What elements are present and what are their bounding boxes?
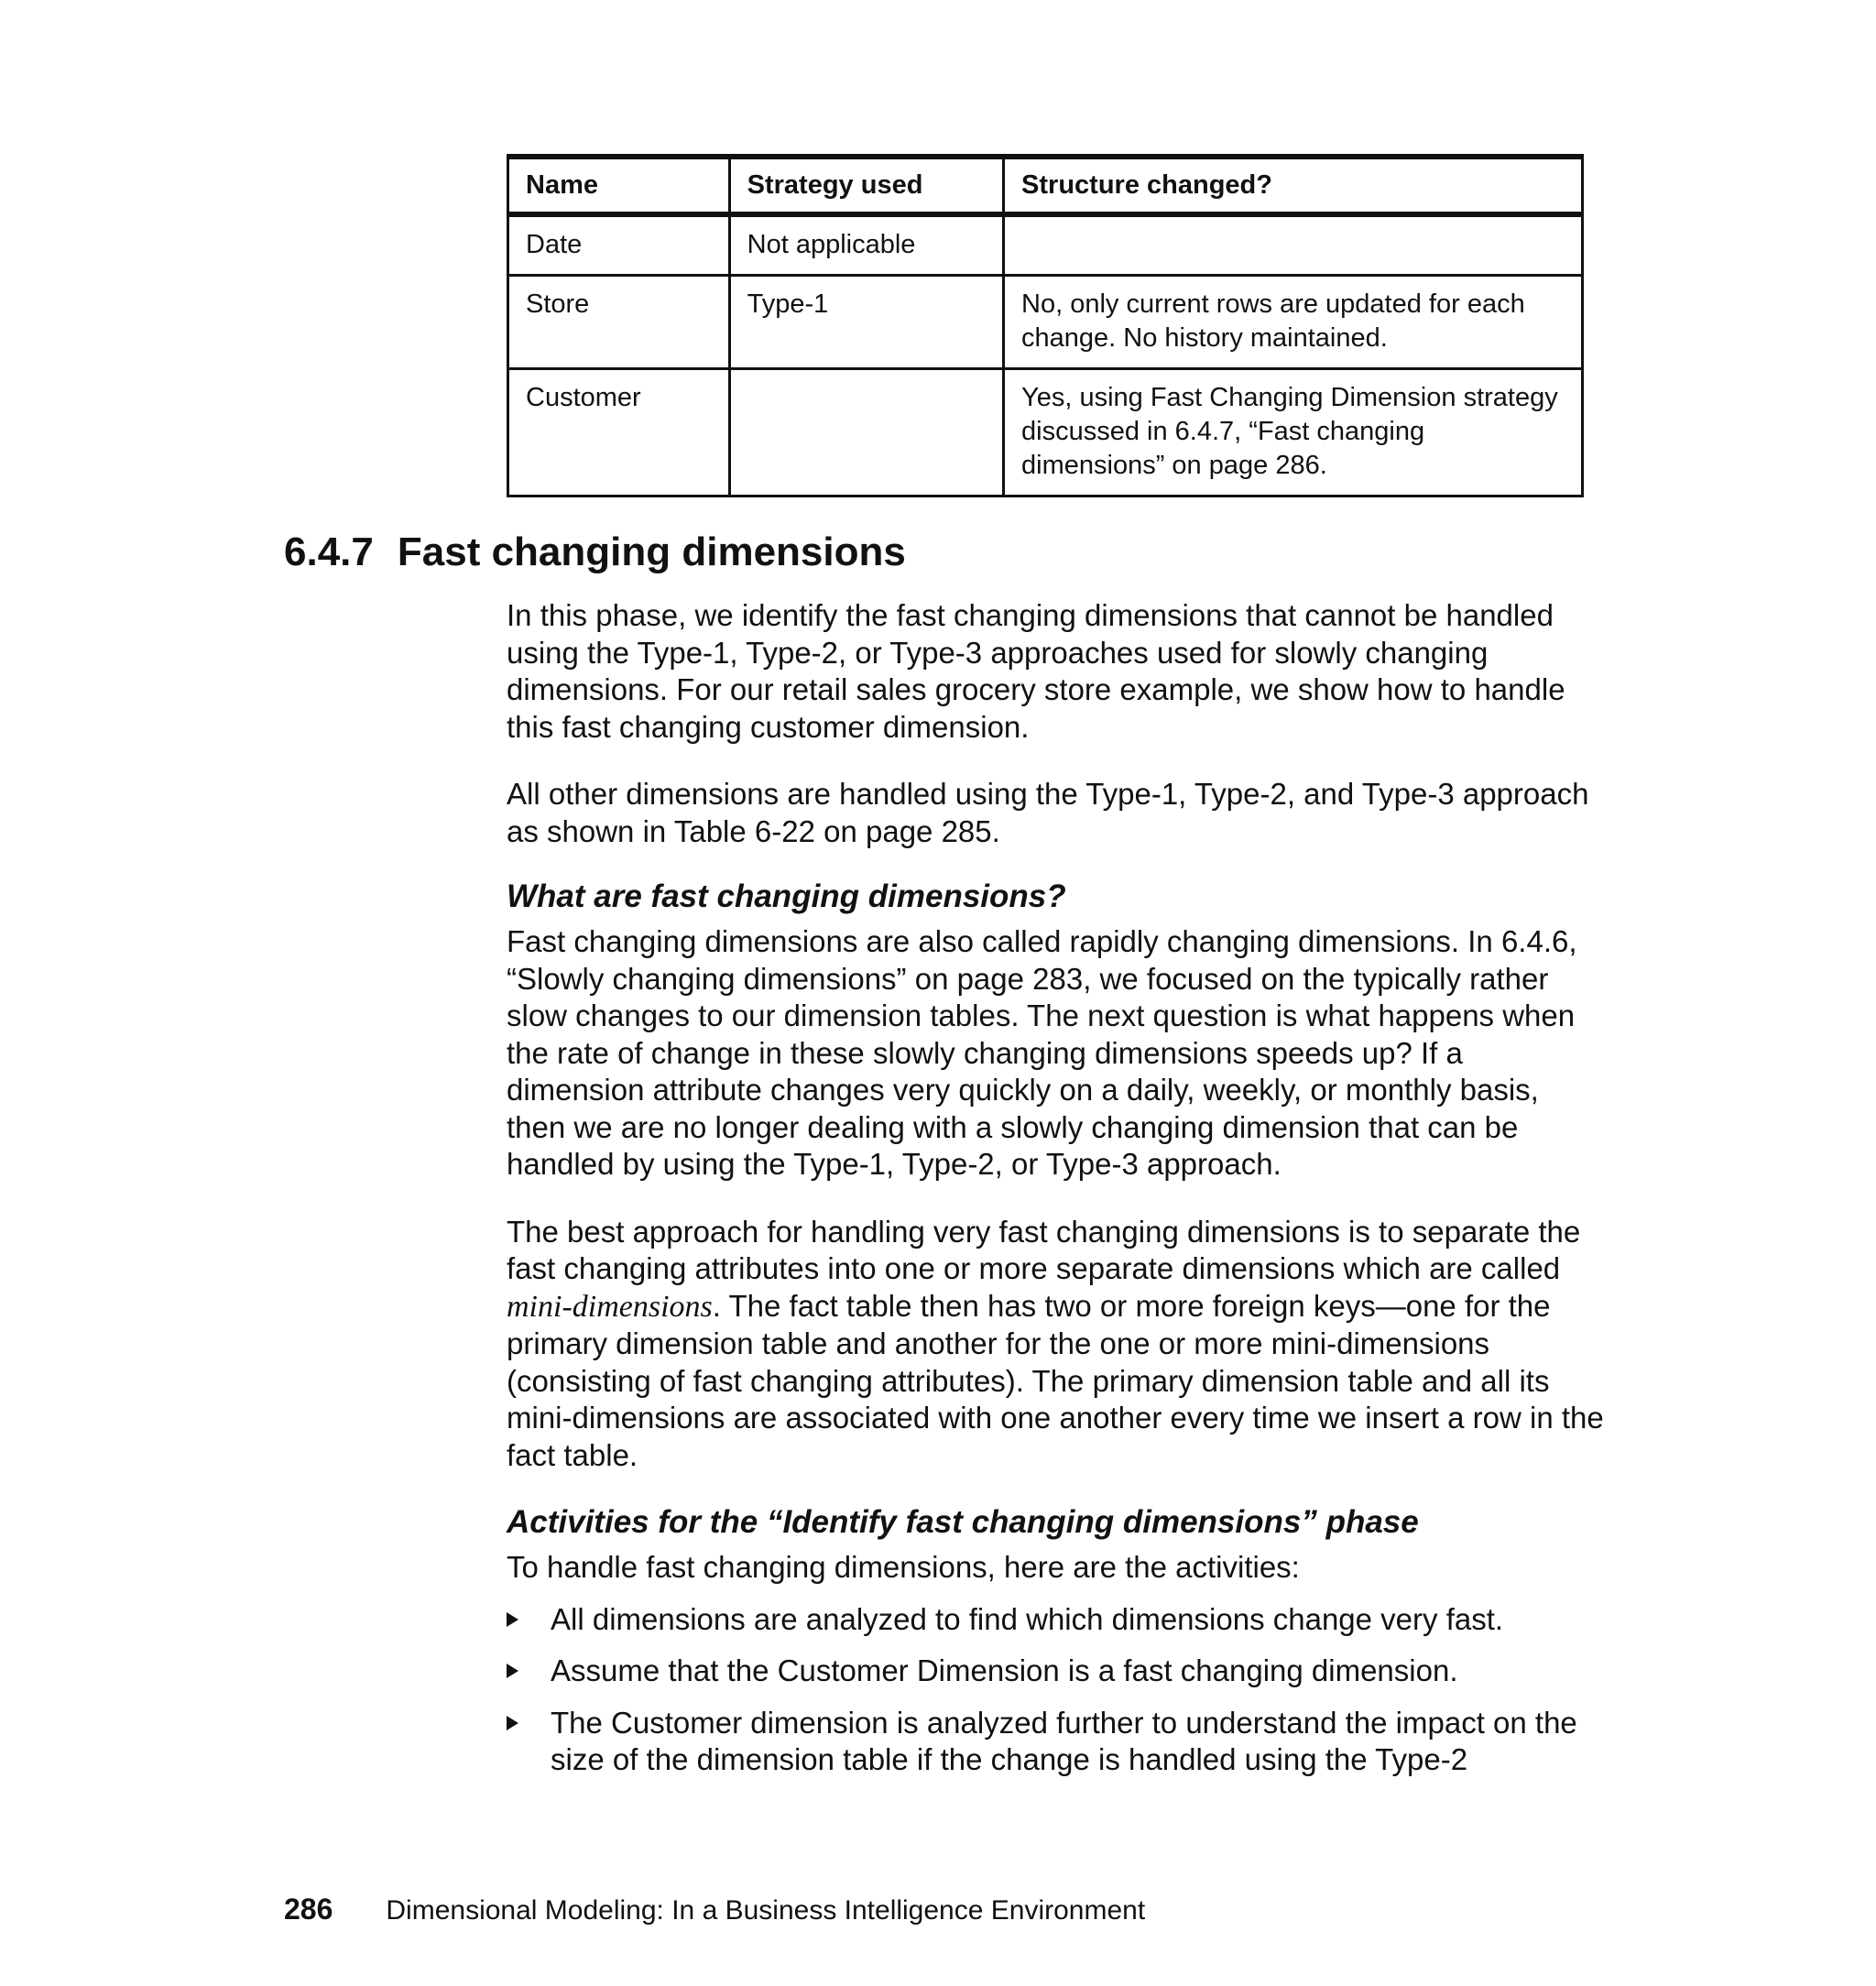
section-title: Fast changing dimensions — [397, 529, 906, 574]
table-cell — [1004, 214, 1583, 276]
intro-paragraph-2: All other dimensions are handled using the Type-1, Type-2, and Type-3 approach as shown in Table 6-22 on page 285. — [507, 777, 1589, 848]
dimension-strategy-table — [507, 154, 1584, 497]
list-item — [507, 1601, 1606, 1639]
mini-dimensions-term: mini-dimensions — [507, 1289, 713, 1324]
list-item-text: Assume that the Customer Dimension is a fast changing dimension. — [551, 1653, 1458, 1687]
section-heading — [284, 529, 906, 575]
table-cell: Not applicable — [729, 214, 1003, 276]
best-approach-text-end: . The fact table then has two or more foreign keys—one for the primary dimension table and another for the one or more mini-dimensions (consisting of fast changing attributes). The primary dimension table and all its mini-dimensions are associated with one another every time we insert a row in the fact table. — [507, 1288, 1604, 1472]
activities-intro: To handle fast changing dimensions, here are the activities: — [507, 1550, 1300, 1584]
body-text-column — [507, 597, 1606, 1794]
list-item — [507, 1705, 1606, 1779]
best-approach-text-start: The best approach for handling very fast changing dimensions is to separate the fast changing attributes into one or more separate dimensions which are called — [507, 1214, 1581, 1285]
best-approach-paragraph — [507, 1214, 1606, 1475]
table-cell: Yes, using Fast Changing Dimension strategy discussed in 6.4.7, “Fast changing dimensions” on page 286. — [1004, 369, 1583, 496]
dimension-strategy-table-container — [507, 154, 1584, 497]
activities-list — [507, 1601, 1606, 1779]
page-footer — [284, 1893, 1145, 1926]
table-row — [508, 369, 1583, 496]
book-title: Dimensional Modeling: In a Business Intelligence Environment — [386, 1895, 1146, 1926]
subheading-what-are-fast-changing: What are fast changing dimensions? — [507, 878, 1066, 914]
table-cell — [729, 369, 1003, 496]
what-paragraph: Fast changing dimensions are also called rapidly changing dimensions. In 6.4.6, “Slowly changing dimensions” on page 283, we focused on the typically rather slow changes to our dimension tables. The next question is what happens when the rate of change in these slowly changing dimensions speeds up? If a dimension attribute changes very quickly on a daily, weekly, or monthly basis, then we are no longer dealing with a slowly changing dimension that can be handled by using the Type-1, Type-2, or Type-3 approach. — [507, 924, 1577, 1181]
table-row — [508, 214, 1583, 276]
table-cell: Type-1 — [729, 276, 1003, 369]
table-header-name: Name — [508, 157, 730, 214]
table-cell: Store — [508, 276, 730, 369]
intro-paragraph-1: In this phase, we identify the fast changing dimensions that cannot be handled using the Type-1, Type-2, or Type-3 approaches used for slowly changing dimensions. For our retail sales grocery store example, we show how to handle this fast changing customer dimension. — [507, 598, 1565, 744]
table-cell: Customer — [508, 369, 730, 496]
table-cell: No, only current rows are updated for each change. No history maintained. — [1004, 276, 1583, 369]
table-header-strategy: Strategy used — [729, 157, 1003, 214]
list-item — [507, 1653, 1606, 1690]
table-cell: Date — [508, 214, 730, 276]
triangle-bullet-icon — [507, 1612, 518, 1627]
subheading-activities: Activities for the “Identify fast changing dimensions” phase — [507, 1504, 1419, 1540]
page-number: 286 — [284, 1893, 333, 1926]
section-number: 6.4.7 — [284, 529, 374, 574]
table-header-structure: Structure changed? — [1004, 157, 1583, 214]
table-row — [508, 276, 1583, 369]
list-item-text: All dimensions are analyzed to find which dimensions change very fast. — [551, 1601, 1504, 1636]
triangle-bullet-icon — [507, 1716, 518, 1730]
triangle-bullet-icon — [507, 1664, 518, 1678]
table-header-row — [508, 157, 1583, 214]
list-item-text: The Customer dimension is analyzed further to understand the impact on the size of the dimension table if the change is handled using the Type-2 — [551, 1705, 1577, 1776]
